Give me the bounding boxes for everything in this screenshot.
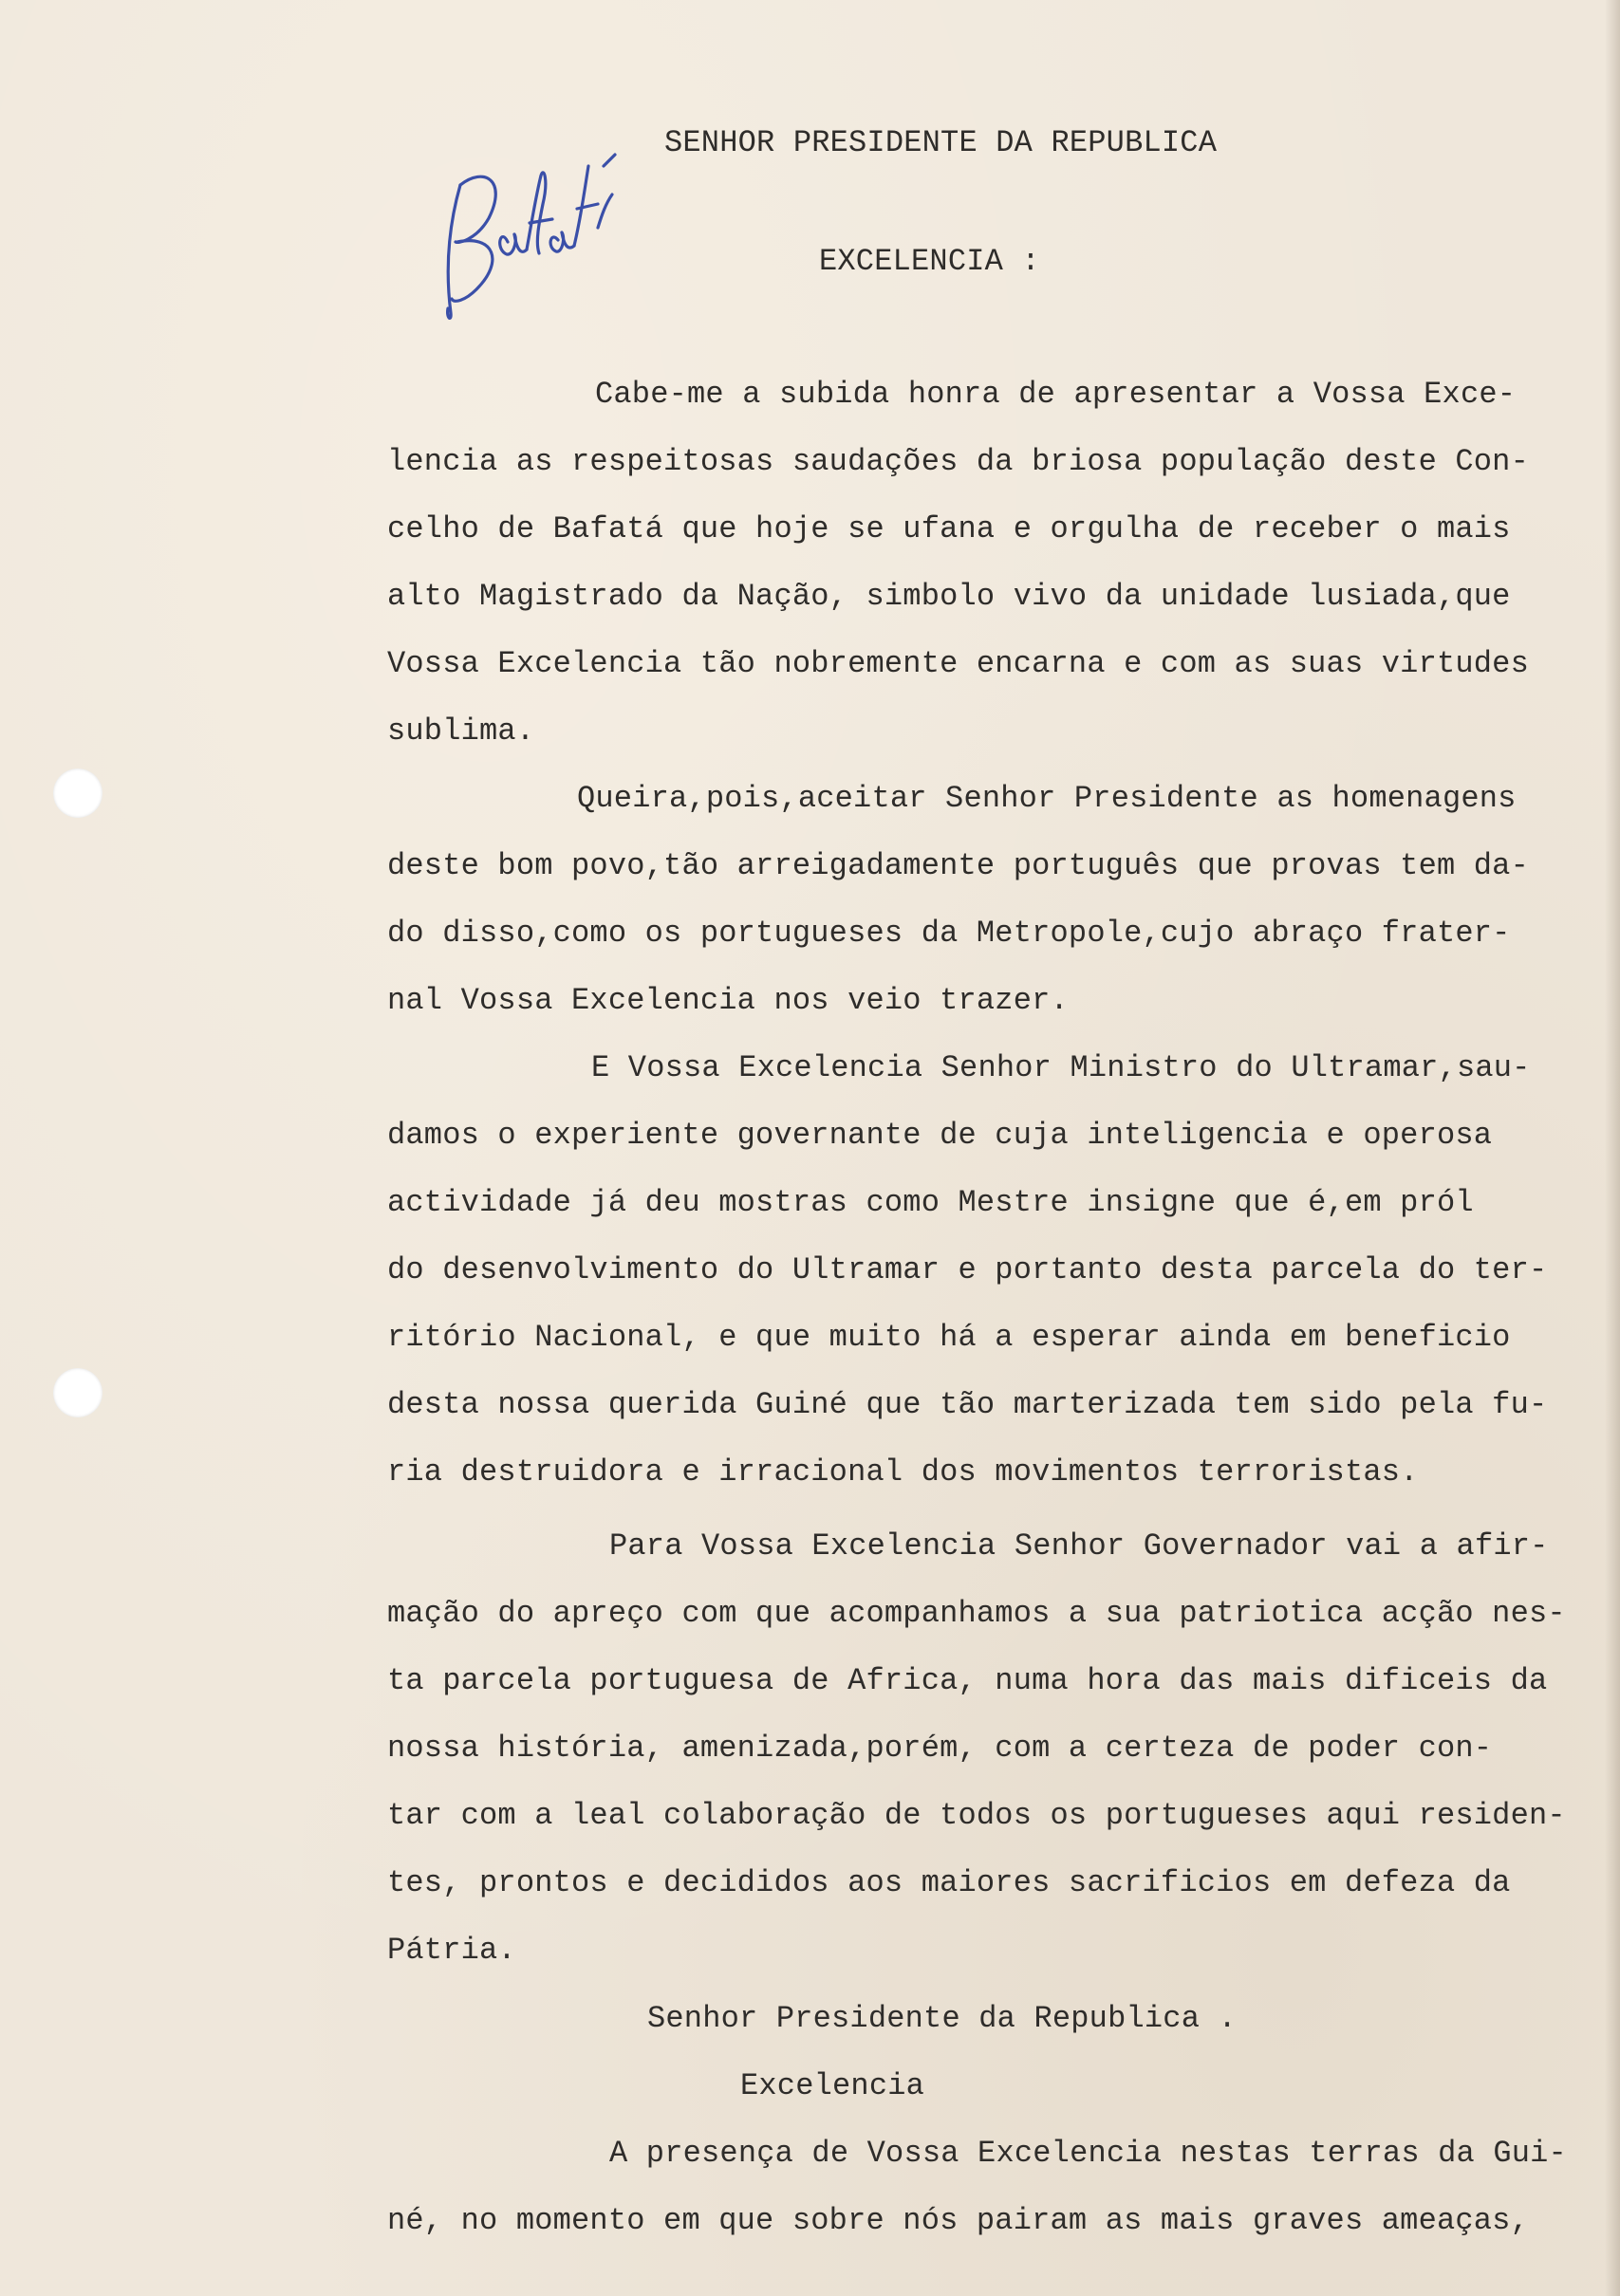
paragraph-line: nal Vossa Excelencia nos veio trazer.: [387, 983, 1069, 1018]
paragraph-line: A presença de Vossa Excelencia nestas terras da Gui-: [609, 2136, 1567, 2171]
paragraph-line: Para Vossa Excelencia Senhor Governador vai a afir-: [609, 1528, 1549, 1564]
paragraph-line: ta parcela portuguesa de Africa, numa hora das mais dificeis da: [387, 1663, 1548, 1698]
header-salutation: EXCELENCIA :: [819, 244, 1040, 279]
paragraph-line: alto Magistrado da Nação, simbolo vivo da unidade lusiada,que: [387, 579, 1511, 614]
closing-addressee: Senhor Presidente da Republica .: [647, 2001, 1237, 2036]
paragraph-line: celho de Bafatá que hoje se ufana e orgulha de receber o mais: [387, 511, 1511, 546]
page-edge-shadow: [1605, 0, 1620, 2296]
paragraph-line: lencia as respeitosas saudações da briosa população deste Con-: [387, 444, 1529, 479]
paragraph-line: sublima.: [387, 713, 535, 749]
punch-hole-top: [53, 768, 102, 818]
paragraph-line: nossa história, amenizada,porém, com a certeza de poder con-: [387, 1731, 1493, 1766]
paragraph-line: desta nossa querida Guiné que tão marterizada tem sido pela fu-: [387, 1387, 1548, 1422]
paragraph-line: E Vossa Excelencia Senhor Ministro do Ultramar,sau-: [591, 1050, 1531, 1085]
paragraph-line: ria destruidora e irracional dos movimentos terroristas.: [387, 1454, 1419, 1490]
header-addressee: SENHOR PRESIDENTE DA REPUBLICA: [664, 125, 1218, 160]
paragraph-line: Queira,pois,aceitar Senhor Presidente as homenagens: [577, 781, 1517, 816]
punch-hole-bottom: [53, 1368, 102, 1417]
paragraph-line: actividade já deu mostras como Mestre insigne que é,em pról: [387, 1185, 1474, 1220]
handwritten-signature: [418, 128, 626, 327]
paragraph-line: mação do apreço com que acompanhamos a sua patriotica acção nes-: [387, 1596, 1566, 1631]
paragraph-line: do desenvolvimento do Ultramar e portanto desta parcela do ter-: [387, 1252, 1548, 1287]
paragraph-line: Cabe-me a subida honra de apresentar a Vossa Exce-: [595, 377, 1517, 412]
closing-salutation: Excelencia: [740, 2068, 925, 2103]
paragraph-line: damos o experiente governante de cuja inteligencia e operosa: [387, 1118, 1493, 1153]
paragraph-line: né, no momento em que sobre nós pairam as mais graves ameaças,: [387, 2203, 1529, 2238]
paragraph-line: deste bom povo,tão arreigadamente português que provas tem da-: [387, 848, 1529, 883]
paragraph-line: do disso,como os portugueses da Metropole,cujo abraço frater-: [387, 916, 1511, 951]
paragraph-line: Pátria.: [387, 1933, 516, 1968]
paragraph-line: Vossa Excelencia tão nobremente encarna e com as suas virtudes: [387, 646, 1529, 681]
paragraph-line: ritório Nacional, e que muito há a esperar ainda em beneficio: [387, 1320, 1511, 1355]
paragraph-line: tar com a leal colaboração de todos os portugueses aqui residen-: [387, 1798, 1566, 1833]
paragraph-line: tes, prontos e decididos aos maiores sacrificios em defeza da: [387, 1865, 1511, 1900]
